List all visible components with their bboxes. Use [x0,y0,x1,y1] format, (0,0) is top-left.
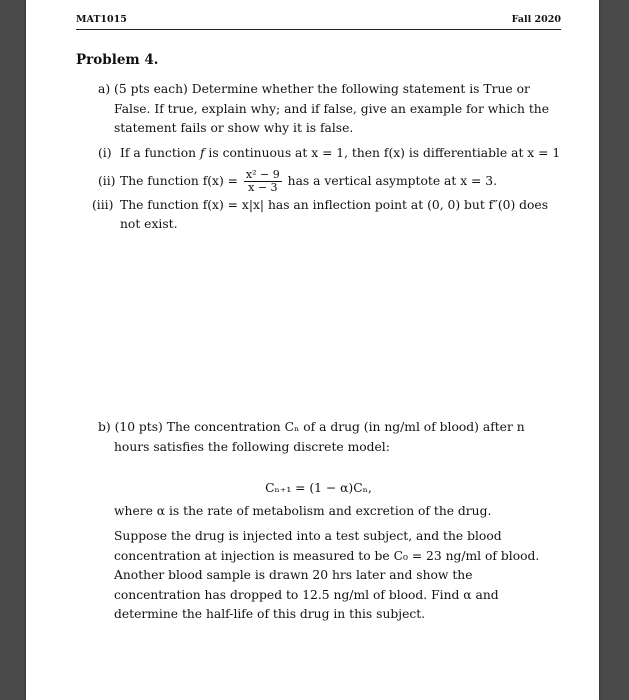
fraction-denominator: x − 3 [248,180,278,194]
statement-ii-text-after: has a vertical asymptote at x = 3. [287,173,497,188]
part-b-where: where α is the rate of metabolism and excretion of the drug. [114,504,492,518]
recurrence-equation: Cₙ₊₁ = (1 − α)Cₙ, [265,481,372,495]
statement-iii [92,196,561,235]
statement-ii [98,168,561,194]
course-code: MAT1015 [76,14,127,25]
statement-i [98,144,561,164]
statement-i-text-after: is continuous at x = 1, then f(x) is differentiable at x = 1 [204,146,561,160]
statement-iii-label: (iii) [92,197,114,212]
fraction-numerator: x² − 9 [245,167,280,181]
part-b-body: Suppose the drug is injected into a test subject, and the blood concentration at injection is measured to be C₀ = 23 ng/ml of blood. Another blood sample is drawn 20 hrs later and show the concentration has dropped to 12.5 ng/ml of blood. Find α and determine the half-life of this drug in this subject. [114,529,540,621]
header-rule [76,29,561,30]
statement-i-var: f [199,146,205,160]
statement-iii-text: The function f(x) = x|x| has an inflection point at (0, 0) but f″(0) does not exist. [120,197,549,231]
document-page [26,0,599,700]
part-a-intro: a) (5 pts each) Determine whether the following statement is True or False. If true, explain why; and if false, give an example for which the statement fails or show why it is false. [98,82,549,135]
statement-ii-label: (ii) [98,173,116,188]
part-b-intro: b) (10 pts) The concentration Cₙ of a drug (in ng/ml of blood) after n hours satisfies the following discrete model: [98,420,525,454]
part-a-items [92,144,561,235]
statement-i-text-before: If a function [120,146,200,160]
fraction [244,169,282,194]
statement-i-label: (i) [98,146,112,160]
problem-title: Problem 4. [76,52,159,68]
statement-ii-text-before: The function f(x) = [120,173,238,188]
term-label: Fall 2020 [511,14,561,25]
